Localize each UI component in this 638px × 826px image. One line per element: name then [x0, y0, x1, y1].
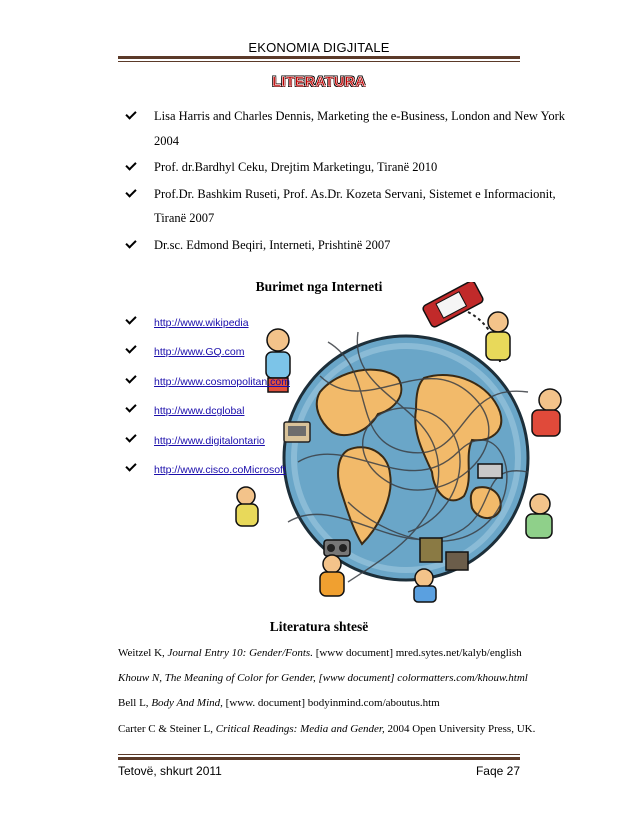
list-item — [118, 717, 588, 742]
list-item — [124, 454, 424, 483]
web-link[interactable]: http://www.cisco.coMicrosoft — [154, 463, 286, 476]
internet-sources-title: Burimet nga Interneti — [255, 279, 383, 294]
citation-work: The Meaning of Color for Gender, — [164, 672, 316, 685]
list-item — [124, 307, 424, 336]
citation-author: Bell L, — [118, 697, 152, 710]
citation-details: 2004 Open University Press, UK. — [384, 722, 536, 735]
internet-links-list — [124, 307, 424, 483]
citation-details: [www document] mred.sytes.net/kalyb/english — [312, 647, 522, 659]
list-item — [118, 666, 588, 691]
list-item — [124, 104, 584, 153]
citation-details: [www. document] bodyinmind.com/aboutus.htm — [222, 697, 440, 710]
reference-text-cont: 2004 — [154, 133, 179, 148]
list-item — [118, 641, 588, 666]
reference-text: Dr.sc. Edmond Beqiri, Interneti, Prishtinë 2007 — [154, 237, 391, 252]
web-link[interactable]: http://www.dcglobal — [154, 405, 245, 418]
checkmark-icon — [125, 237, 136, 248]
citation-author: Weitzel K, — [118, 647, 168, 659]
checkmark-icon — [125, 402, 136, 413]
checkmark-icon — [125, 159, 136, 170]
reference-text-cont: Tiranë 2007 — [154, 211, 215, 225]
reference-text: Prof.Dr. Bashkim Ruseti, Prof. As.Dr. Kozeta Servani, Sistemet e Informacionit, — [154, 186, 556, 201]
citation-work: Body And Mind, — [151, 697, 223, 710]
footer-rule-thin — [118, 754, 520, 755]
extra-literature-title: Literatura shtesë — [269, 619, 369, 634]
checkmark-icon — [125, 186, 136, 197]
header-rule-thin — [118, 61, 520, 62]
citation-work: Critical Readings: Media and Gender, — [215, 722, 385, 735]
literatura-title: LITERATURA — [272, 73, 366, 89]
list-item — [124, 425, 424, 454]
web-link[interactable]: http://www.digitalontario — [154, 434, 265, 447]
web-link[interactable]: http://www.GQ.com — [154, 346, 245, 359]
footer-page-number: Faqe 27 — [475, 764, 520, 778]
footer-rule — [118, 757, 520, 760]
list-item — [124, 155, 584, 180]
checkmark-icon — [125, 431, 136, 442]
list-item — [124, 233, 584, 258]
citation-author: Khouw N, — [118, 672, 165, 685]
header-rule — [118, 56, 520, 59]
web-link[interactable]: http://www.cosmopolitan.com — [154, 375, 290, 388]
checkmark-icon — [125, 372, 136, 383]
list-item — [124, 182, 584, 231]
checkmark-icon — [125, 313, 136, 324]
footer-location-date: Tetovë, shkurt 2011 — [118, 764, 222, 778]
checkmark-icon — [125, 108, 136, 119]
reference-text: Lisa Harris and Charles Dennis, Marketing the e-Business, London and New York — [154, 109, 566, 123]
citation-details: [www document] colormatters.com/khouw.html — [315, 672, 528, 685]
extra-literature-list — [118, 641, 588, 742]
web-link[interactable]: http://www.wikipedia — [154, 317, 249, 329]
list-item — [124, 336, 424, 365]
reference-text: Prof. dr.Bardhyl Ceku, Drejtim Marketingu, Tiranë 2010 — [154, 160, 438, 174]
checkmark-icon — [125, 460, 136, 471]
literatura-list — [124, 104, 584, 257]
page-header-title: EKONOMIA DIGJITALE — [248, 40, 390, 55]
checkmark-icon — [125, 343, 136, 354]
list-item — [124, 366, 424, 395]
citation-author: Carter C & Steiner L, — [118, 722, 216, 735]
citation-work: Journal Entry 10: Gender/Fonts. — [167, 647, 313, 659]
list-item — [118, 691, 588, 716]
list-item — [124, 395, 424, 424]
